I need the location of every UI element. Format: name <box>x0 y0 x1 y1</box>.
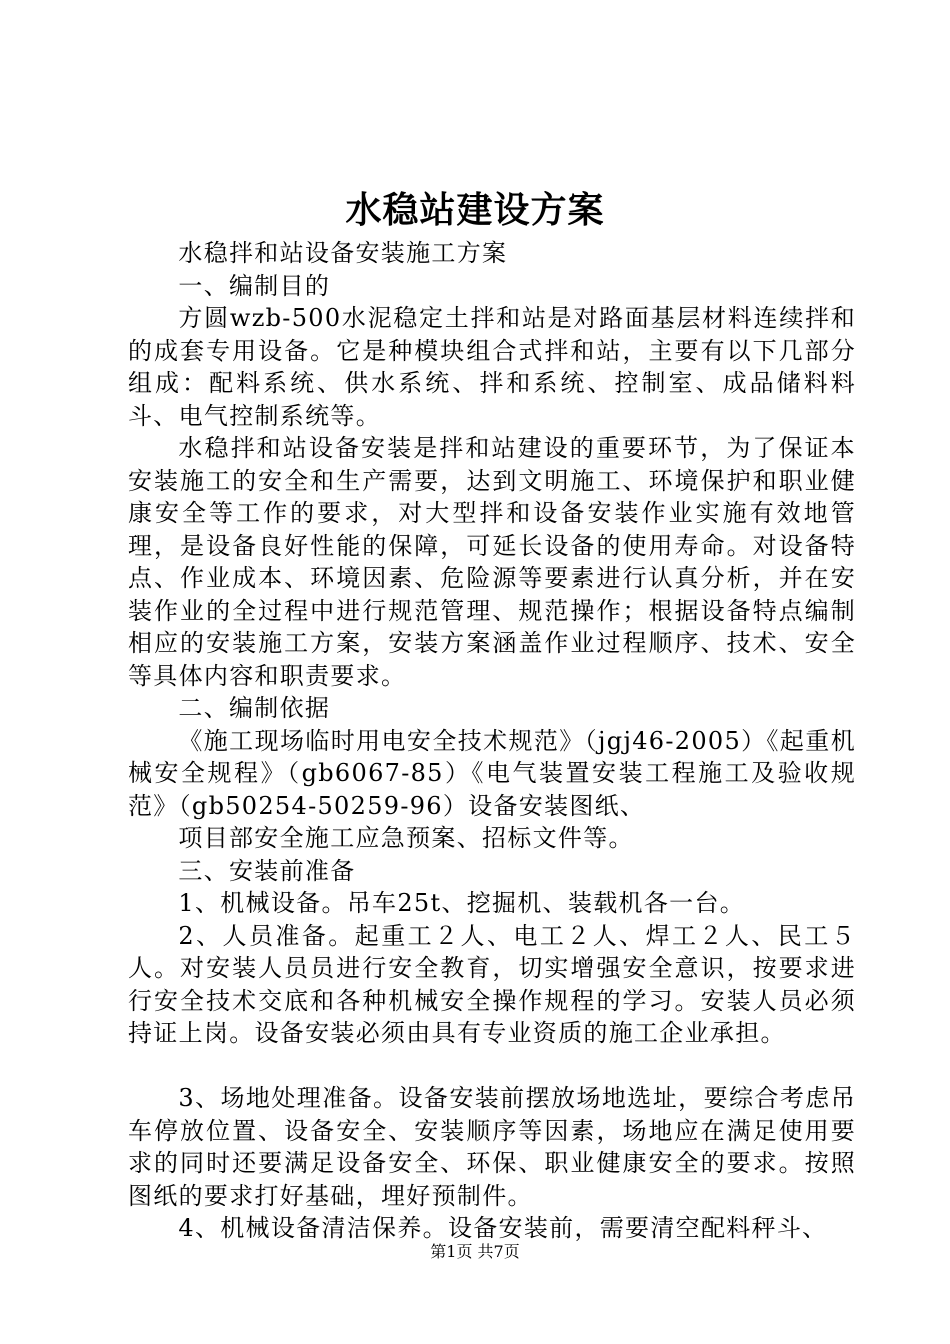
document-body <box>128 237 856 1245</box>
paragraph: 《施工现场临时用电安全技术规范》（jgj46-2005）《起重机械安全规程》（gb6067-85）《电气装置安装工程施工及验收规范》（gb50254-50259-96）设备安装图纸、 <box>128 726 856 820</box>
paragraph-subtitle: 水稳拌和站设备安装施工方案 <box>178 239 508 267</box>
section-heading-1: 一、编制目的 <box>178 271 331 300</box>
page-number-footer: 第1页 共7页 <box>430 1242 520 1261</box>
paragraph: 水稳拌和站设备安装是拌和站建设的重要环节，为了保证本安装施工的安全和生产需要，达到文明施工、环境保护和职业健康安全等工作的要求，对大型拌和设备安装作业实施有效地管理，是设备良好性能的保障，可延长设备的使用寿命。对设备特点、作业成本、环境因素、危险源等要素进行认真分析，并在安装作业的全过程中进行规范管理、规范操作；根据设备特点编制相应的安装施工方案，安装方案涵盖作业过程顺序、技术、安全等具体内容和职责要求。 <box>128 434 856 690</box>
list-item: 1、机械设备。吊车25t、挖掘机、装载机各一台。 <box>178 889 746 917</box>
section-heading-2: 二、编制依据 <box>178 694 331 722</box>
document-title: 水稳站建设方案 <box>345 189 605 231</box>
paragraph-spacer <box>128 1050 856 1083</box>
paragraph: 方圆wzb-500水泥稳定土拌和站是对路面基层材料连续拌和的成套专用设备。它是种模块组合式拌和站，主要有以下几部分组成：配料系统、供水系统、拌和系统、控制室、成品储料料斗、电气控制系统等。 <box>128 304 856 430</box>
list-item: 2、人员准备。起重工２人、电工２人、焊工２人、民工５人。对安装人员员进行安全教育，切实增强安全意识，按要求进行安全技术交底和各种机械安全操作规程的学习。安装人员必须持证上岗。设备安装必须由具有专业资质的施工企业承担。 <box>128 921 856 1047</box>
section-heading-3: 三、安装前准备 <box>178 856 356 885</box>
list-item: 3、场地处理准备。设备安装前摆放场地选址，要综合考虑吊车停放位置、设备安全、安装顺序等因素，场地应在满足使用要求的同时还要满足设备安全、环保、职业健康安全的要求。按照图纸的要求打好基础，埋好预制件。 <box>128 1084 856 1210</box>
list-item: 4、机械设备清洁保养。设备安装前，需要清空配料秤斗、 <box>178 1214 828 1242</box>
paragraph: 项目部安全施工应急预案、招标文件等。 <box>178 824 634 852</box>
